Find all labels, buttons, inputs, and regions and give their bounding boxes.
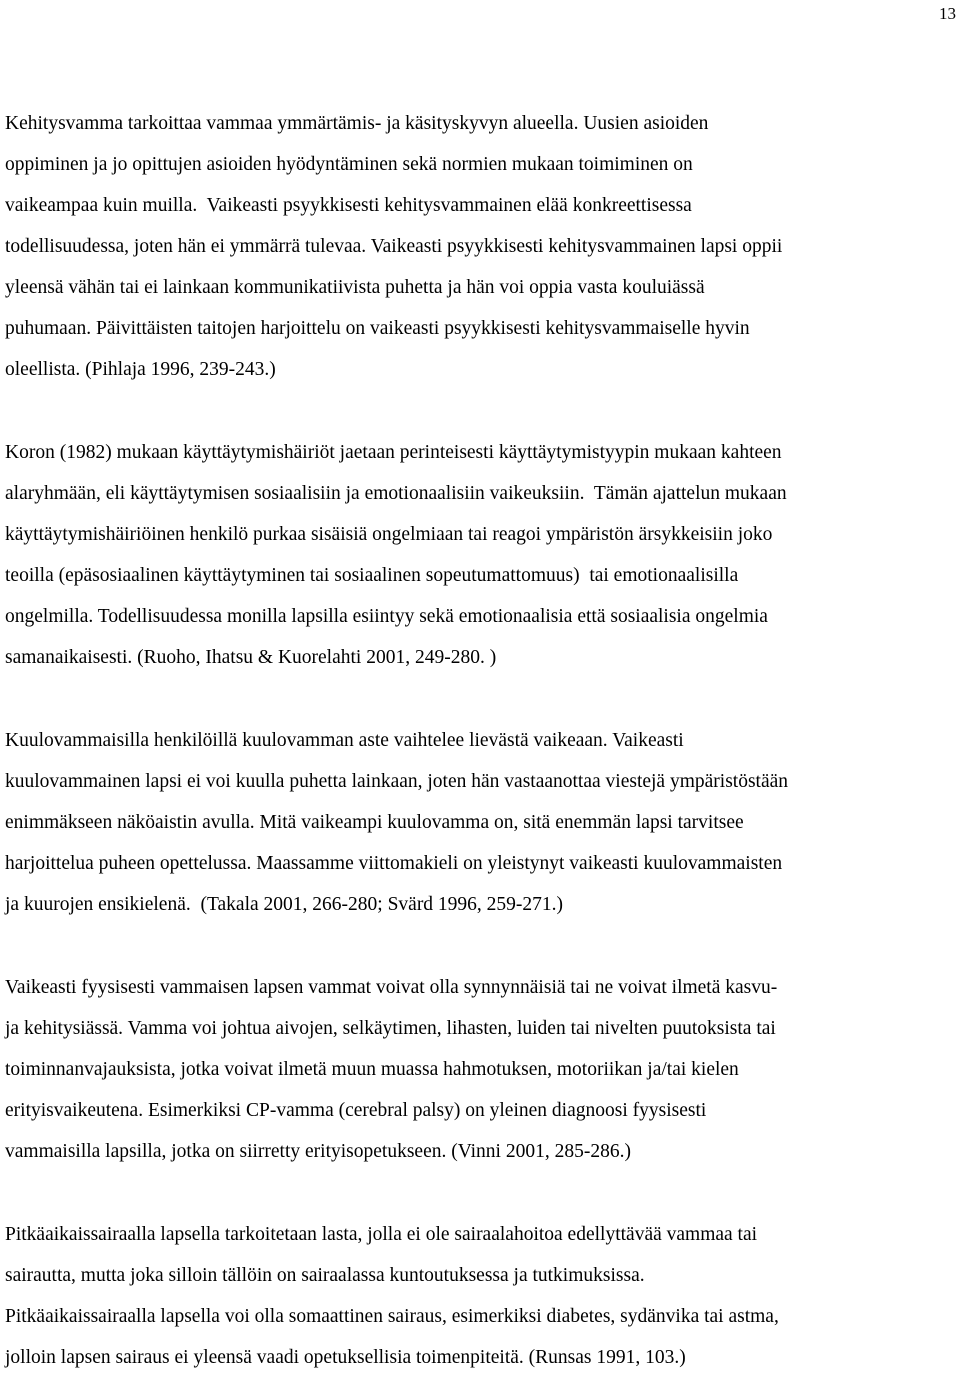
text-line: sairautta, mutta joka silloin tällöin on sairaalassa kuntoutuksessa ja tutkimuksissa. [5, 1265, 645, 1286]
text-line: Kehitysvamma tarkoittaa vammaa ymmärtämis- ja käsityskyvyn alueella. Uusien asioiden [5, 113, 709, 134]
text-line: erityisvaikeutena. Esimerkiksi CP-vamma (cerebral palsy) on yleinen diagnoosi fyysisesti [5, 1100, 707, 1121]
text-line: vaikeampaa kuin muilla. Vaikeasti psyykkisesti kehitysvammainen elää konkreettisessa [5, 195, 692, 216]
text-line: teoilla (epäsosiaalinen käyttäytyminen tai sosiaalinen sopeutumattomuus) tai emotionaalisilla [5, 565, 739, 586]
text-line: vammaisilla lapsilla, jotka on siirretty erityisopetukseen. (Vinni 2001, 285-286.) [5, 1141, 631, 1162]
text-line: Pitkäaikaissairaalla lapsella tarkoitetaan lasta, jolla ei ole sairaalahoitoa edellyttävää vammaa tai [5, 1224, 758, 1245]
text-line: enimmäkseen näköaistin avulla. Mitä vaikeampi kuulovamma on, sitä enemmän lapsi tarvitsee [5, 812, 744, 833]
text-line: Vaikeasti fyysisesti vammaisen lapsen vammat voivat olla synnynnäisiä tai ne voivat ilmetä kasvu- [5, 977, 778, 998]
text-line: käyttäytymishäiriöinen henkilö purkaa sisäisiä ongelmiaan tai reagoi ympäristön ärsykkeisiin joko [5, 524, 773, 545]
text-line: Koron (1982) mukaan käyttäytymishäiriöt jaetaan perinteisesti käyttäytymistyypin mukaan kahteen [5, 442, 782, 463]
text-line: harjoittelua puheen opettelussa. Maassamme viittomakieli on yleistynyt vaikeasti kuulovammaisten [5, 853, 783, 874]
text-line: ja kehitysiässä. Vamma voi johtua aivojen, selkäytimen, lihasten, luiden tai nivelten puutoksista tai [5, 1018, 776, 1039]
text-line: todellisuudessa, joten hän ei ymmärrä tulevaa. Vaikeasti psyykkisesti kehitysvammainen lapsi oppii [5, 236, 783, 257]
text-line: alaryhmään, eli käyttäytymisen sosiaalisiin ja emotionaalisiin vaikeuksiin. Tämän ajattelun mukaan [5, 483, 787, 504]
text-line: samanaikaisesti. (Ruoho, Ihatsu & Kuorelahti 2001, 249-280. ) [5, 647, 497, 668]
text-line: ongelmilla. Todellisuudessa monilla lapsilla esiintyy sekä emotionaalisia että sosiaalisia ongelmia [5, 606, 768, 627]
text-line: Kuulovammaisilla henkilöillä kuulovamman aste vaihtelee lievästä vaikeaan. Vaikeasti [5, 730, 684, 751]
text-line: yleensä vähän tai ei lainkaan kommunikatiivista puhetta ja hän voi oppia vasta kouluiässä [5, 277, 705, 298]
text-line: oleellista. (Pihlaja 1996, 239-243.) [5, 359, 276, 380]
text-line: oppiminen ja jo opittujen asioiden hyödyntäminen sekä normien mukaan toimiminen on [5, 154, 693, 175]
text-line: kuulovammainen lapsi ei voi kuulla puhetta lainkaan, joten hän vastaanottaa viestejä ympäristöstään [5, 771, 789, 792]
text-line: puhumaan. Päivittäisten taitojen harjoittelu on vaikeasti psyykkisesti kehitysvammaiselle hyvin [5, 318, 750, 339]
page-number: 13 [939, 4, 956, 23]
text-line: ja kuurojen ensikielenä. (Takala 2001, 266-280; Svärd 1996, 259-271.) [5, 894, 564, 915]
text-line: toiminnanvajauksista, jotka voivat ilmetä muun muassa hahmotuksen, motoriikan ja/tai kielen [5, 1059, 739, 1080]
text-line: jolloin lapsen sairaus ei yleensä vaadi opetuksellisia toimenpiteitä. (Runsas 1991, 103.) [5, 1347, 686, 1368]
text-line: Pitkäaikaissairaalla lapsella voi olla somaattinen sairaus, esimerkiksi diabetes, sydänvika tai astma, [5, 1306, 779, 1327]
